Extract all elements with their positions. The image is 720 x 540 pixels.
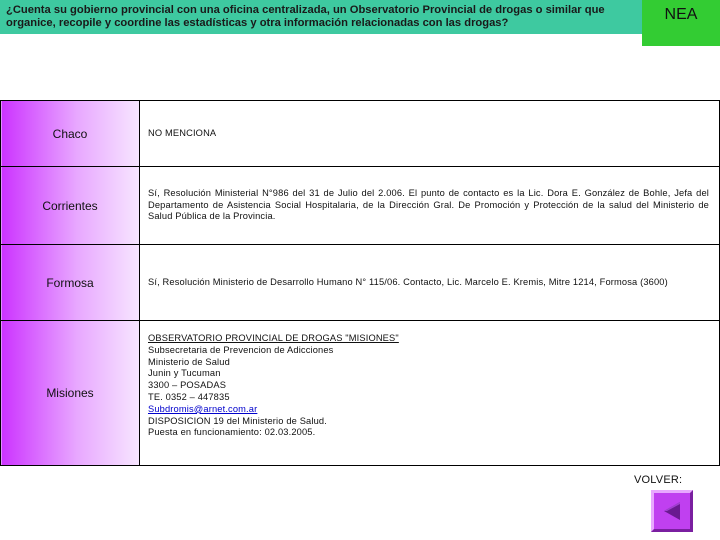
info-cell: Sí, Resolución Ministerial N°986 del 31 de Julio del 2.006. El punto de contacto es la Lic. Dora E. González de Bohle, Jefa del Departamento de Asistencia Social Hospitalaria, de la Dirección Gral. De Promoción y Protección de la salud del Ministerio de Salud Pública de la Provincia. [140,167,720,245]
info-line: Puesta en funcionamiento: 02.03.2005. [148,427,316,438]
table-row [1,321,720,466]
info-line: TE. 0352 – 447835 [148,391,230,402]
info-line: Subsecretaria de Prevencion de Adicciones [148,344,334,355]
volver-label: VOLVER: [634,474,683,486]
info-line: Junin y Tucuman [148,368,221,379]
table-row [1,167,720,245]
province-table [0,100,720,466]
question-text: ¿Cuenta su gobierno provincial con una oficina centralizada, un Observatorio Provincial de drogas o similar que organice, recopile y coordine las estadísticas y otra información relacionadas con las drogas? [6,4,605,29]
info-cell [140,321,720,466]
region-badge [642,0,720,46]
info-line: Ministerio de Salud [148,356,230,367]
region-badge-label: NEA [664,6,698,23]
province-cell: Chaco [1,101,140,167]
observatory-name: OBSERVATORIO PROVINCIAL DE DROGAS "MISIONES" [148,333,399,343]
email-link[interactable]: Subdromis@arnet.com.ar [148,403,258,414]
info-line: DISPOSICION 19 del Ministerio de Salud. [148,415,327,426]
province-cell: Corrientes [1,167,140,245]
table-row [1,245,720,321]
info-line: 3300 – POSADAS [148,380,227,391]
province-cell: Misiones [1,321,140,466]
info-cell: NO MENCIONA [140,101,720,167]
back-button[interactable] [651,490,693,532]
back-triangle-icon [654,493,690,529]
table-row [1,101,720,167]
info-cell: Sí, Resolución Ministerio de Desarrollo Humano N° 115/06. Contacto, Lic. Marcelo E. Kremis, Mitre 1214, Formosa (3600) [140,245,720,321]
question-header [0,0,642,34]
province-cell: Formosa [1,245,140,321]
